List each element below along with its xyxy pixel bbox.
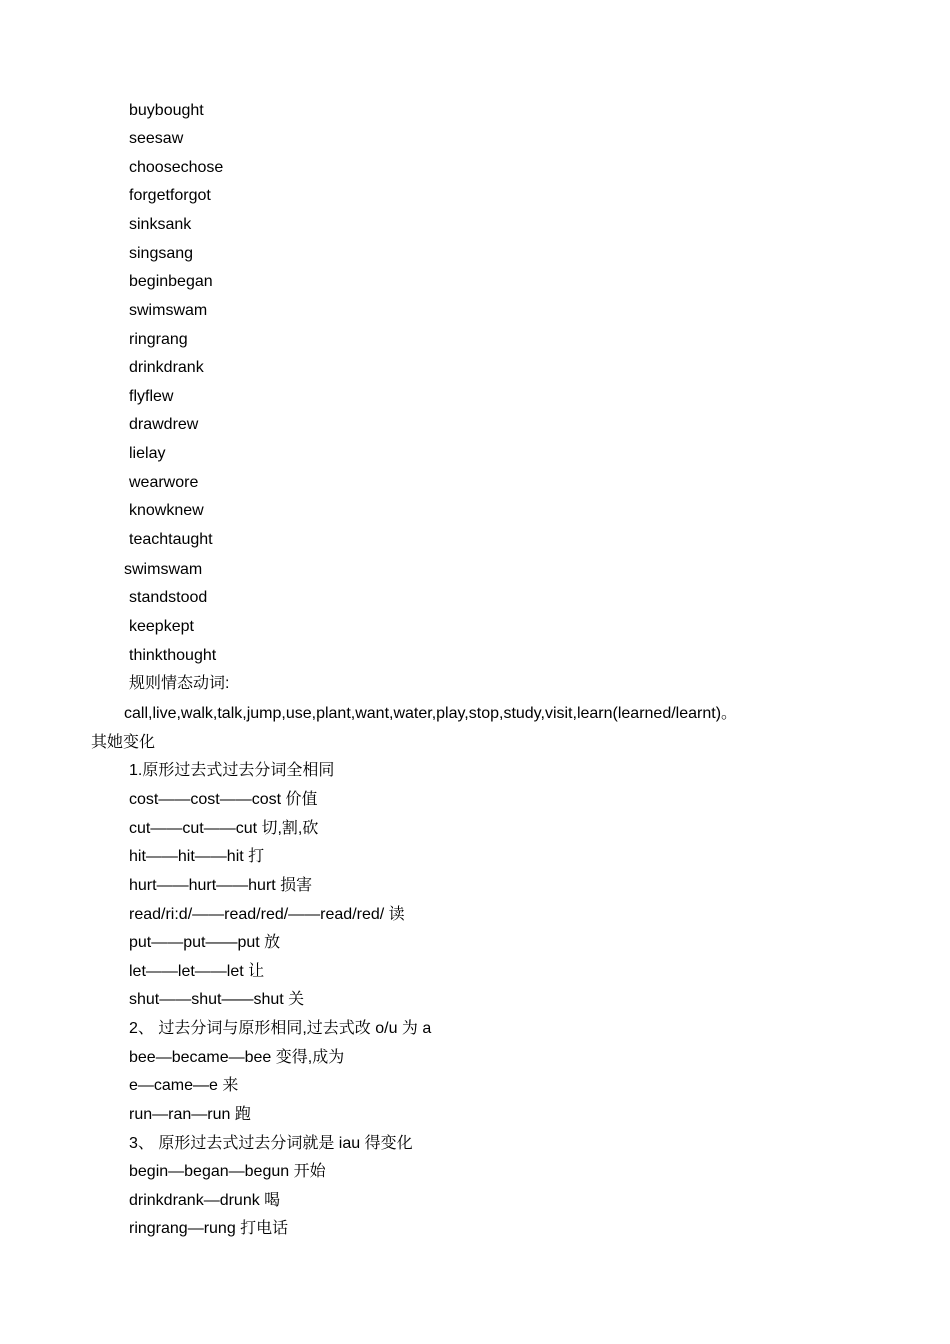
verb-pair: thinkthought bbox=[129, 647, 217, 664]
verb-pair: flyflew bbox=[129, 388, 174, 405]
verb-form-item: hit——hit——hit 打 bbox=[129, 848, 265, 865]
verb-form-item: drinkdrank—drunk 喝 bbox=[129, 1192, 281, 1209]
verb-form-item: bee—became—bee 变得,成为 bbox=[129, 1049, 345, 1066]
verb-pair: sinksank bbox=[129, 216, 192, 233]
verb-pair: choosechose bbox=[129, 159, 224, 176]
verb-form-item: begin—began—begun 开始 bbox=[129, 1163, 326, 1180]
regular-verbs-list: call,live,walk,talk,jump,use,plant,want,water,play,stop,study,visit,learn(learned/learnt)。 bbox=[124, 705, 738, 722]
verb-pair: lielay bbox=[129, 445, 166, 462]
verb-form-item: e—came—e 来 bbox=[129, 1077, 239, 1094]
verb-pair: seesaw bbox=[129, 130, 184, 147]
verb-pair: ringrang bbox=[129, 331, 188, 348]
group-title: 1.原形过去式过去分词全相同 bbox=[129, 762, 335, 779]
verb-pair: forgetforgot bbox=[129, 187, 211, 204]
regular-verbs-label: 规则情态动词: bbox=[129, 675, 230, 692]
verb-pair: knowknew bbox=[129, 502, 204, 519]
verb-form-item: cost——cost——cost 价值 bbox=[129, 791, 318, 808]
group-title: 2、 过去分词与原形相同,过去式改 o/u 为 a bbox=[129, 1020, 432, 1037]
group-title: 3、 原形过去式过去分词就是 iau 得变化 bbox=[129, 1135, 413, 1152]
verb-form-item: let——let——let 让 bbox=[129, 963, 265, 980]
verb-pair: swimswam bbox=[129, 302, 208, 319]
verb-pair: keepkept bbox=[129, 618, 194, 635]
verb-form-item: put——put——put 放 bbox=[129, 934, 281, 951]
verb-form-item: run—ran—run 跑 bbox=[129, 1106, 251, 1123]
verb-pair: teachtaught bbox=[129, 531, 213, 548]
verb-pair: standstood bbox=[129, 589, 208, 606]
verb-form-item: hurt——hurt——hurt 损害 bbox=[129, 877, 313, 894]
verb-pair: singsang bbox=[129, 245, 194, 262]
verb-pair: buybought bbox=[129, 102, 204, 119]
verb-pair: swimswam bbox=[124, 561, 203, 578]
verb-form-item: cut——cut——cut 切,割,砍 bbox=[129, 820, 319, 837]
section-heading: 其她变化 bbox=[91, 734, 156, 751]
verb-pair: drinkdrank bbox=[129, 359, 204, 376]
verb-form-item: ringrang—rung 打电话 bbox=[129, 1220, 289, 1237]
verb-pair: wearwore bbox=[129, 474, 199, 491]
verb-pair: drawdrew bbox=[129, 416, 199, 433]
verb-form-item: read/ri:d/——read/red/——read/red/ 读 bbox=[129, 906, 405, 923]
verb-form-item: shut——shut——shut 关 bbox=[129, 991, 305, 1008]
verb-pair: beginbegan bbox=[129, 273, 213, 290]
